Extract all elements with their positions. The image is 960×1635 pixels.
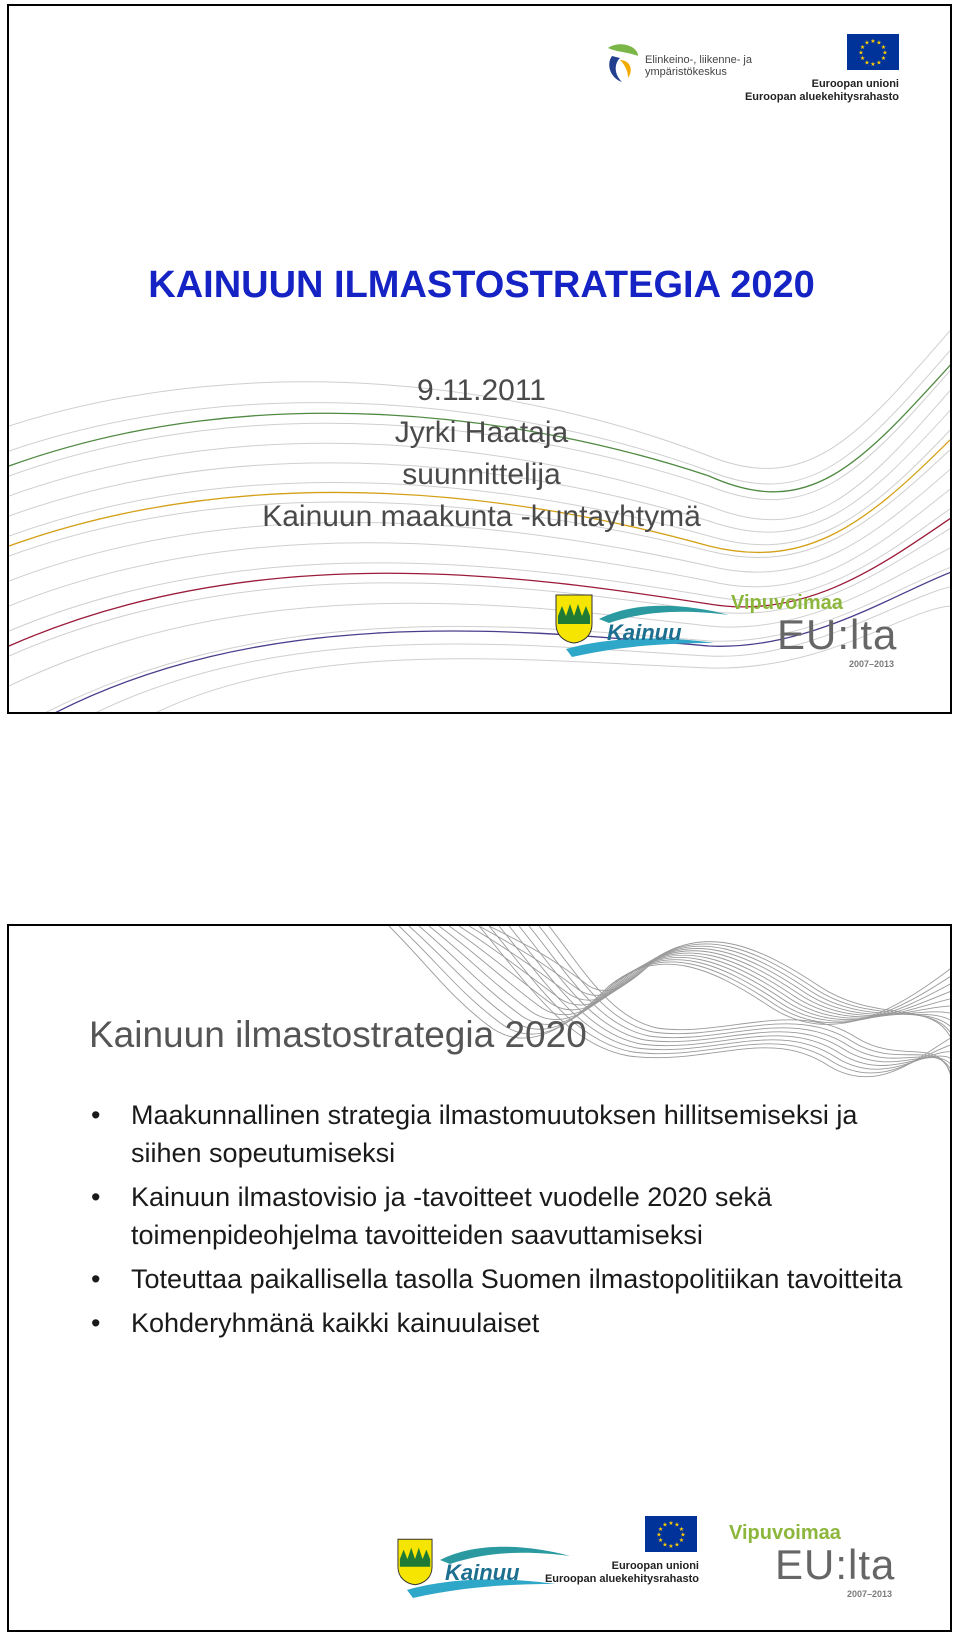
svg-text:★: ★ — [657, 1537, 664, 1545]
vipuvoimaa-logo-years: 2007–2013 — [847, 1589, 893, 1599]
page-title: KAINUUN ILMASTOSTRATEGIA 2020 — [148, 264, 815, 306]
svg-text:★: ★ — [859, 43, 866, 51]
svg-text:★: ★ — [870, 38, 876, 45]
eu-fund-label: Euroopan aluekehitysrahasto — [544, 1573, 699, 1585]
bullet-icon: • — [91, 1264, 101, 1294]
bullet-text: Kohderyhmänä kaikki kainuulaiset — [131, 1308, 540, 1338]
bullet-text: Maakunnallinen strategia ilmastomuutoksen hillitsemiseksi ja siihen sopeutumiseksi — [131, 1100, 858, 1168]
eu-flag-icon — [847, 34, 899, 70]
svg-text:★: ★ — [870, 61, 876, 68]
svg-text:★: ★ — [656, 1531, 662, 1539]
presentation-date: 9.11.2011 — [416, 374, 546, 407]
bullet-item — [91, 1096, 911, 1172]
eu-flag-icon — [645, 1516, 697, 1552]
vipuvoimaa-logo-eu-text: EU:lta — [775, 1541, 896, 1588]
kainuu-logo-text: Kainuu — [445, 1560, 520, 1585]
svg-text:★: ★ — [876, 59, 882, 67]
kainuu-logo-text: Kainuu — [607, 620, 682, 645]
slide-content — [7, 924, 952, 1632]
svg-text:★: ★ — [858, 49, 864, 57]
presenter-name: Jyrki Haataja — [394, 416, 569, 449]
svg-text:★: ★ — [880, 55, 887, 63]
bullet-list — [91, 1096, 911, 1348]
bullet-icon: • — [91, 1100, 101, 1130]
bullet-icon: • — [91, 1182, 101, 1212]
vipuvoimaa-logo-title: Vipuvoimaa — [731, 592, 843, 614]
ely-centre-logo-icon — [604, 42, 640, 84]
svg-text:★: ★ — [674, 1521, 680, 1529]
svg-text:★: ★ — [662, 1521, 668, 1529]
eu-union-label: Euroopan unioni — [811, 78, 899, 90]
svg-text:★: ★ — [678, 1525, 685, 1533]
presenter-organization: Kainuun maakunta -kuntayhtymä — [262, 500, 701, 533]
svg-text:★: ★ — [864, 39, 870, 47]
ely-centre-logo-text: Elinkeino-, liikenne- ja ympäristökeskus — [645, 54, 752, 78]
vipuvoimaa-logo-eu-text: EU:lta — [777, 611, 898, 658]
bullet-text: Toteuttaa paikallisella tasolla Suomen ilmastopolitiikan tavoitteita — [131, 1264, 903, 1294]
svg-text:★: ★ — [859, 55, 866, 63]
bullet-item — [91, 1178, 911, 1254]
eu-union-label: Euroopan unioni — [611, 1560, 699, 1572]
bullet-item — [91, 1304, 911, 1342]
svg-text:★: ★ — [876, 39, 882, 47]
svg-text:★: ★ — [662, 1541, 668, 1549]
slide-title: Kainuun ilmastostrategia 2020 — [89, 1014, 587, 1055]
svg-text:★: ★ — [668, 1543, 674, 1550]
bullet-item — [91, 1260, 911, 1298]
svg-text:★: ★ — [864, 59, 870, 67]
svg-text:★: ★ — [678, 1537, 685, 1545]
bullet-text: Kainuun ilmastovisio ja -tavoitteet vuodelle 2020 sekä toimenpideohjelma tavoitteiden saavuttamiseksi — [131, 1182, 772, 1250]
presenter-role: suunnittelija — [402, 458, 561, 491]
bullet-icon: • — [91, 1308, 101, 1338]
vipuvoimaa-logo-title: Vipuvoimaa — [729, 1522, 841, 1544]
svg-text:★: ★ — [680, 1531, 686, 1539]
svg-text:★: ★ — [674, 1541, 680, 1549]
eu-fund-label: Euroopan aluekehitysrahasto — [744, 91, 899, 103]
svg-text:★: ★ — [668, 1520, 674, 1527]
svg-text:★: ★ — [882, 49, 888, 57]
slide-title — [7, 4, 952, 714]
svg-text:★: ★ — [657, 1525, 664, 1533]
svg-text:★: ★ — [880, 43, 887, 51]
vipuvoimaa-logo-years: 2007–2013 — [849, 659, 895, 669]
